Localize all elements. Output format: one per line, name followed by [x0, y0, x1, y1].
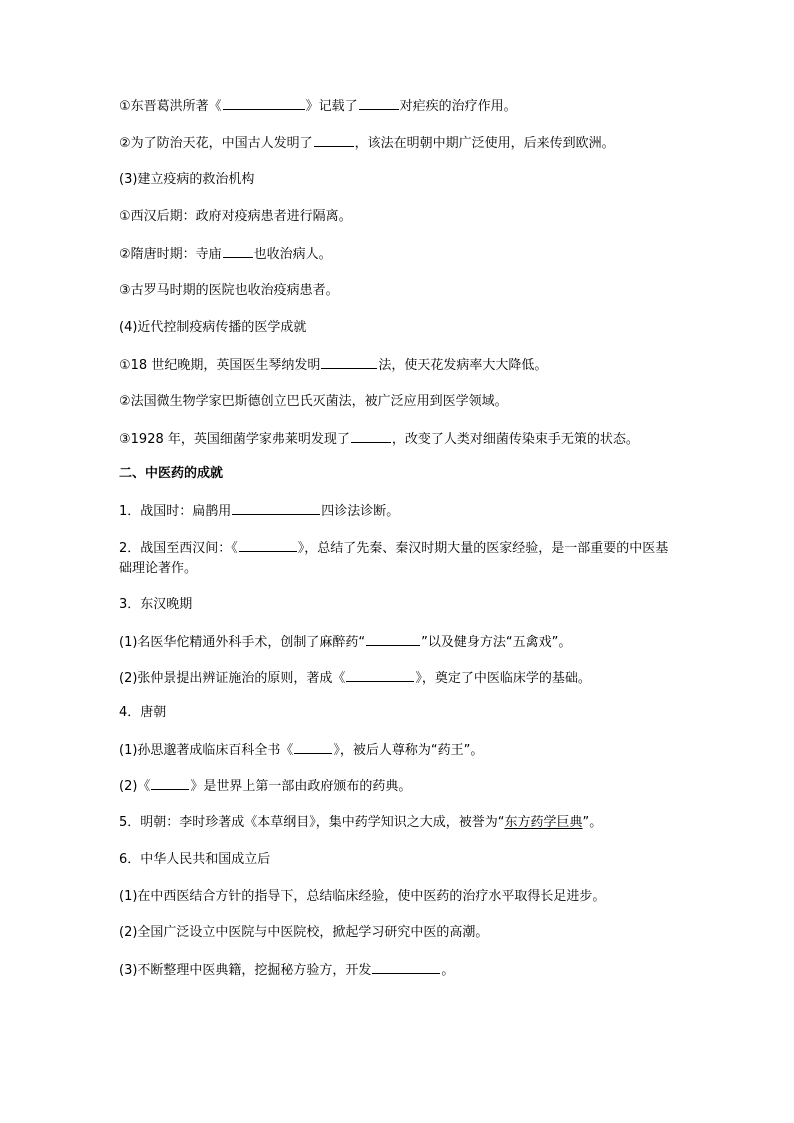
- text-line-9: ②法国微生物学家巴斯德创立巴氏灭菌法，被广泛应用到医学领域。: [119, 394, 508, 409]
- subheading-modern-achievements: (4)近代控制疫病传播的医学成就: [119, 320, 307, 335]
- text-line-13: 2．战国至西汉间：《 》，总结了先秦、秦汉时期大量的医家经验，是一部重要的中医基础理论著作。: [119, 538, 679, 579]
- text-line-1: ①东晋葛洪所著《 》记载了 对疟疾的治疗作用。: [119, 96, 517, 117]
- subheading-tang: 4．唐朝: [119, 705, 167, 720]
- text-line-12: 1．战国时：扁鹊用 四诊法诊断。: [119, 501, 399, 522]
- text-line-5: ②隋唐时期：寺庙 也收治病人。: [119, 244, 332, 265]
- text-line-16: (2)张仲景提出辨证施治的原则，著成《 》，奠定了中医临床学的基础。: [119, 668, 591, 689]
- fill-blank[interactable]: [294, 740, 332, 754]
- fill-blank[interactable]: [346, 668, 414, 682]
- fill-blank[interactable]: [372, 960, 440, 974]
- fill-blank[interactable]: [151, 776, 189, 790]
- subheading-eastern-han: 3．东汉晚期: [119, 597, 193, 612]
- text-line-4: ①西汉后期：政府对疫病患者进行隔离。: [119, 209, 352, 224]
- subheading-prc: 6．中华人民共和国成立后: [119, 852, 271, 867]
- fill-blank[interactable]: [351, 429, 391, 443]
- fill-blank[interactable]: [314, 133, 354, 147]
- fill-blank[interactable]: [366, 632, 420, 646]
- fill-blank[interactable]: [223, 244, 253, 258]
- text-line-18: (1)孙思邈著成临床百科全书《 》，被后人尊称为“药王”。: [119, 740, 483, 761]
- text-line-15: (1)名医华佗精通外科手术，创制了麻醉药“ ”以及健身方法“五禽戏”。: [119, 632, 571, 653]
- text-line-23: (2)全国广泛设立中医院与中医院校，掀起学习研究中医的高潮。: [119, 925, 489, 940]
- text-line-6: ③古罗马时期的医院也收治疫病患者。: [119, 283, 339, 298]
- fill-blank[interactable]: [223, 96, 305, 110]
- text-line-10: ③1928 年，英国细菌学家弗莱明发现了 ，改变了人类对细菌传染束手无策的状态。: [119, 429, 639, 450]
- text-line-8: ①18 世纪晚期，英国医生琴纳发明 法，使天花发病率大大降低。: [119, 355, 547, 376]
- section-heading-tcm: 二、中医药的成就: [119, 466, 224, 481]
- text-line-24: (3)不断整理中医典籍，挖掘秘方验方，开发 。: [119, 960, 454, 981]
- text-line-2: ②为了防治天花，中国古人发明了 ，该法在明朝中期广泛使用，后来传到欧洲。: [119, 133, 615, 154]
- text-line-19: (2)《 》是世界上第一部由政府颁布的药典。: [119, 776, 411, 797]
- text-line-22: (1)在中西医结合方针的指导下，总结临床经验，使中医药的治疗水平取得长足进步。: [119, 889, 606, 904]
- subheading-treatment-institutions: (3)建立疫病的救治机构: [119, 172, 255, 187]
- text-line-20: 5．明朝：李时珍著成《本草纲目》，集中药学知识之大成，被誉为“东方药学巨典”。: [119, 815, 603, 830]
- fill-blank[interactable]: [232, 501, 320, 515]
- fill-blank[interactable]: [359, 96, 399, 110]
- fill-blank[interactable]: [321, 355, 377, 369]
- fill-blank[interactable]: [239, 538, 297, 552]
